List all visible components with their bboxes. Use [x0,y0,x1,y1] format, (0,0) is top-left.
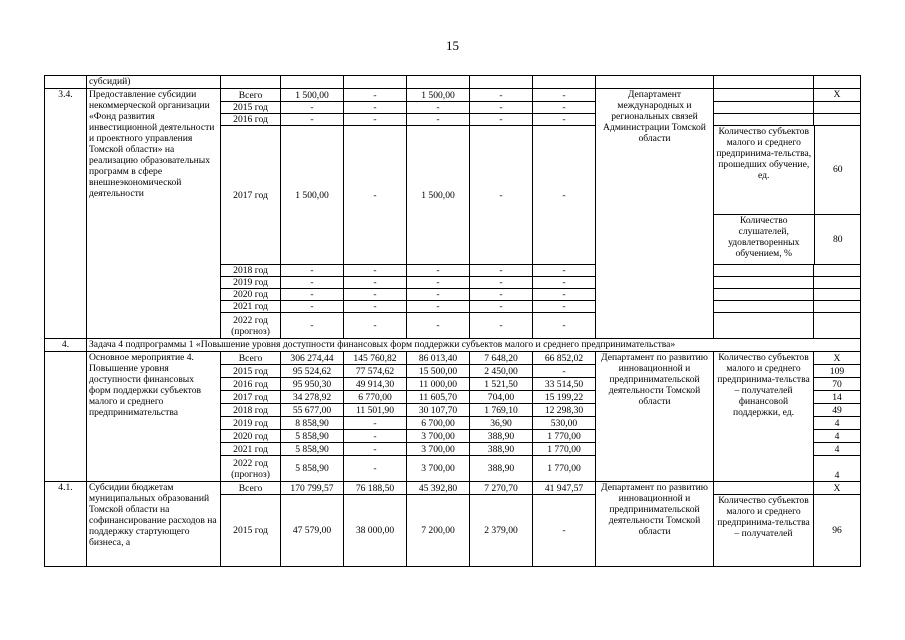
amount-cell: 530,00 [533,417,596,430]
amount-cell: 77 574,62 [344,365,407,378]
amount-cell: - [407,289,470,301]
amount-cell: 11 000,00 [407,378,470,391]
empty-cell [470,76,533,89]
year-cell: 2021 год [221,301,281,313]
name-cell: субсидий) [87,76,221,89]
indicator-cell: Количество субъектов малого и среднего предпринима-тельства, прошедших обучение, ед. [714,126,814,214]
amount-cell: 2 379,00 [470,495,533,567]
value-cell: 49 [814,404,861,417]
amount-cell: - [533,313,596,339]
amount-cell: - [470,126,533,265]
amount-cell: - [533,277,596,289]
amount-cell: 2 450,00 [470,365,533,378]
indicator-cell [714,102,814,114]
indicator-block [714,126,861,265]
value-cell [814,313,861,339]
amount-cell: 145 760,82 [344,352,407,365]
amount-cell: 1 500,00 [407,126,470,265]
year-cell: 2018 год [221,404,281,417]
amount-cell: - [407,277,470,289]
amount-cell: - [470,289,533,301]
amount-cell: 388,90 [470,430,533,443]
amount-cell: - [344,443,407,456]
amount-cell: 41 947,57 [533,482,596,495]
value-cell: 70 [814,378,861,391]
year-cell: 2019 год [221,417,281,430]
year-cell: Всего [221,352,281,365]
amount-cell: 38 000,00 [344,495,407,567]
amount-cell: - [344,89,407,102]
indicator-cell [714,114,814,126]
amount-cell: 15 199,22 [533,391,596,404]
amount-cell: 33 514,50 [533,378,596,391]
task-title-cell: Задача 4 подпрограммы 1 «Повышение уровня доступности финансовых форм поддержки субъектов малого и среднего предпринимательства» [87,339,861,352]
value-cell: 80 [814,214,861,264]
amount-cell: - [344,313,407,339]
number-cell: 4. [45,339,87,352]
page-number: 15 [446,38,459,53]
value-cell [814,265,861,277]
amount-cell: 5 858,90 [281,443,344,456]
year-cell: 2016 год [221,114,281,126]
table-row [45,352,861,365]
value-cell [814,277,861,289]
value-cell: 4 [814,443,861,456]
amount-cell: - [407,301,470,313]
amount-cell: 7 200,00 [407,495,470,567]
year-cell: 2016 год [221,378,281,391]
department-cell: Департамент по развитию инновационной и предпринимательской деятельности Томской области [596,482,714,567]
amount-cell: 34 278,92 [281,391,344,404]
amount-cell: 95 950,30 [281,378,344,391]
amount-cell: 7 648,20 [470,352,533,365]
amount-cell: 3 700,00 [407,430,470,443]
amount-cell: - [407,102,470,114]
value-cell: 14 [814,391,861,404]
number-cell: 4.1. [45,482,87,567]
table-row [45,76,861,89]
table-row [45,339,861,352]
amount-cell: - [533,289,596,301]
name-cell: Субсидии бюджетам муниципальных образований Томской области на софинансирование расходов на поддержку стартующего бизнеса, а [87,482,221,567]
amount-cell: - [533,89,596,102]
amount-cell: 7 270,70 [470,482,533,495]
year-cell: 2019 год [221,277,281,289]
year-cell: 2017 год [221,126,281,265]
amount-cell: - [281,114,344,126]
year-cell: Всего [221,482,281,495]
value-cell: 4 [814,456,861,482]
indicator-cell [714,301,814,313]
amount-cell: 86 013,40 [407,352,470,365]
amount-cell: 6 770,00 [344,391,407,404]
amount-cell: 11 605,70 [407,391,470,404]
year-cell: Всего [221,89,281,102]
name-cell: Предоставление субсидии некоммерческой организации «Фонд развития инвестиционной деятельности и проектного управления Томской области» на реализацию образовательных программ в сфере внешнеэкономической деятельности [87,89,221,339]
year-cell: 2015 год [221,365,281,378]
year-cell: 2015 год [221,102,281,114]
indicator-cell [714,89,814,102]
amount-cell: 8 858,90 [281,417,344,430]
name-cell: Основное мероприятие 4. Повышение уровня доступности финансовых форм поддержки субъектов малого и среднего предпринимательства [87,352,221,482]
amount-cell: 3 700,00 [407,443,470,456]
amount-cell: 1 770,00 [533,443,596,456]
amount-cell: 49 914,30 [344,378,407,391]
table-row [45,482,861,495]
indicator-cell [714,277,814,289]
year-cell: 2015 год [221,495,281,567]
value-cell: Х [814,352,861,365]
value-cell [814,102,861,114]
amount-cell: 1 770,00 [533,456,596,482]
amount-cell: 76 188,50 [344,482,407,495]
amount-cell: - [344,114,407,126]
amount-cell: 1 769,10 [470,404,533,417]
amount-cell: - [281,289,344,301]
amount-cell: 306 274,44 [281,352,344,365]
indicator-cell: Количество слушателей, удовлетворенных обучением, % [714,214,814,264]
year-cell: 2018 год [221,265,281,277]
amount-cell: 1 521,50 [470,378,533,391]
value-cell [814,301,861,313]
amount-cell: - [533,114,596,126]
year-cell: 2020 год [221,430,281,443]
amount-cell: 5 858,90 [281,430,344,443]
amount-cell: 388,90 [470,456,533,482]
number-cell [45,76,87,89]
amount-cell: 704,00 [470,391,533,404]
department-cell: Департамент по развитию инновационной и предпринимательской деятельности Томской области [596,352,714,482]
amount-cell: - [281,313,344,339]
amount-cell: 95 524,62 [281,365,344,378]
value-cell: 4 [814,417,861,430]
value-cell [814,289,861,301]
value-cell: 4 [814,430,861,443]
amount-cell: 36,90 [470,417,533,430]
amount-cell: - [281,102,344,114]
amount-cell: - [281,277,344,289]
indicator-cell [714,289,814,301]
empty-cell [221,76,281,89]
amount-cell: 1 500,00 [281,126,344,265]
amount-cell: - [533,102,596,114]
amount-cell: - [344,456,407,482]
year-cell: 2022 год (прогноз) [221,313,281,339]
amount-cell: 12 298,30 [533,404,596,417]
indicator-cell [714,265,814,277]
amount-cell: 388,90 [470,443,533,456]
year-cell: 2020 год [221,289,281,301]
value-cell [814,114,861,126]
amount-cell: 5 858,90 [281,456,344,482]
amount-cell: - [533,301,596,313]
indicator-cell: Количество субъектов малого и среднего предпринима-тельства – получателей [714,495,814,567]
amount-cell: 1 500,00 [281,89,344,102]
amount-cell: 66 852,02 [533,352,596,365]
amount-cell: - [344,289,407,301]
amount-cell: 30 107,70 [407,404,470,417]
empty-cell [407,76,470,89]
empty-cell [814,76,861,89]
indicator-cell: Количество субъектов малого и среднего предпринима-тельства – получателей финансовой поддержки, ед. [714,352,814,482]
amount-cell: - [281,265,344,277]
amount-cell: - [344,102,407,114]
empty-cell [714,76,814,89]
indicator-cell [714,313,814,339]
amount-cell: - [470,301,533,313]
amount-cell: - [407,313,470,339]
amount-cell: - [407,265,470,277]
year-cell: 2022 год (прогноз) [221,456,281,482]
amount-cell: - [470,114,533,126]
amount-cell: 45 392,80 [407,482,470,495]
empty-cell [344,76,407,89]
amount-cell: 6 700,00 [407,417,470,430]
amount-cell: - [533,265,596,277]
value-cell: 60 [814,126,861,214]
amount-cell: - [470,265,533,277]
amount-cell: 3 700,00 [407,456,470,482]
amount-cell: 170 799,57 [281,482,344,495]
amount-cell: - [533,365,596,378]
amount-cell: - [344,301,407,313]
empty-cell [596,76,714,89]
amount-cell: 47 579,00 [281,495,344,567]
value-cell: Х [814,482,861,495]
amount-cell: - [281,301,344,313]
table-row [45,89,861,102]
amount-cell: 1 500,00 [407,89,470,102]
amount-cell: - [470,89,533,102]
amount-cell: - [407,114,470,126]
value-cell: Х [814,89,861,102]
department-cell: Департамент международных и региональных связей Администрации Томской области [596,89,714,339]
amount-cell: - [470,313,533,339]
empty-cell [533,76,596,89]
year-cell: 2021 год [221,443,281,456]
number-cell: 3.4. [45,89,87,339]
amount-cell: - [344,265,407,277]
amount-cell: 15 500,00 [407,365,470,378]
amount-cell: 55 677,00 [281,404,344,417]
amount-cell: - [344,430,407,443]
indicator-cell [714,482,814,495]
amount-cell: 1 770,00 [533,430,596,443]
amount-cell: - [533,495,596,567]
program-table [44,75,861,567]
value-cell: 109 [814,365,861,378]
amount-cell: - [344,277,407,289]
amount-cell: - [470,277,533,289]
year-cell: 2017 год [221,391,281,404]
amount-cell: 11 501,90 [344,404,407,417]
number-cell [45,352,87,482]
amount-cell: - [344,126,407,265]
amount-cell: - [344,417,407,430]
empty-cell [281,76,344,89]
value-cell: 96 [814,495,861,567]
amount-cell: - [470,102,533,114]
amount-cell: - [533,126,596,265]
